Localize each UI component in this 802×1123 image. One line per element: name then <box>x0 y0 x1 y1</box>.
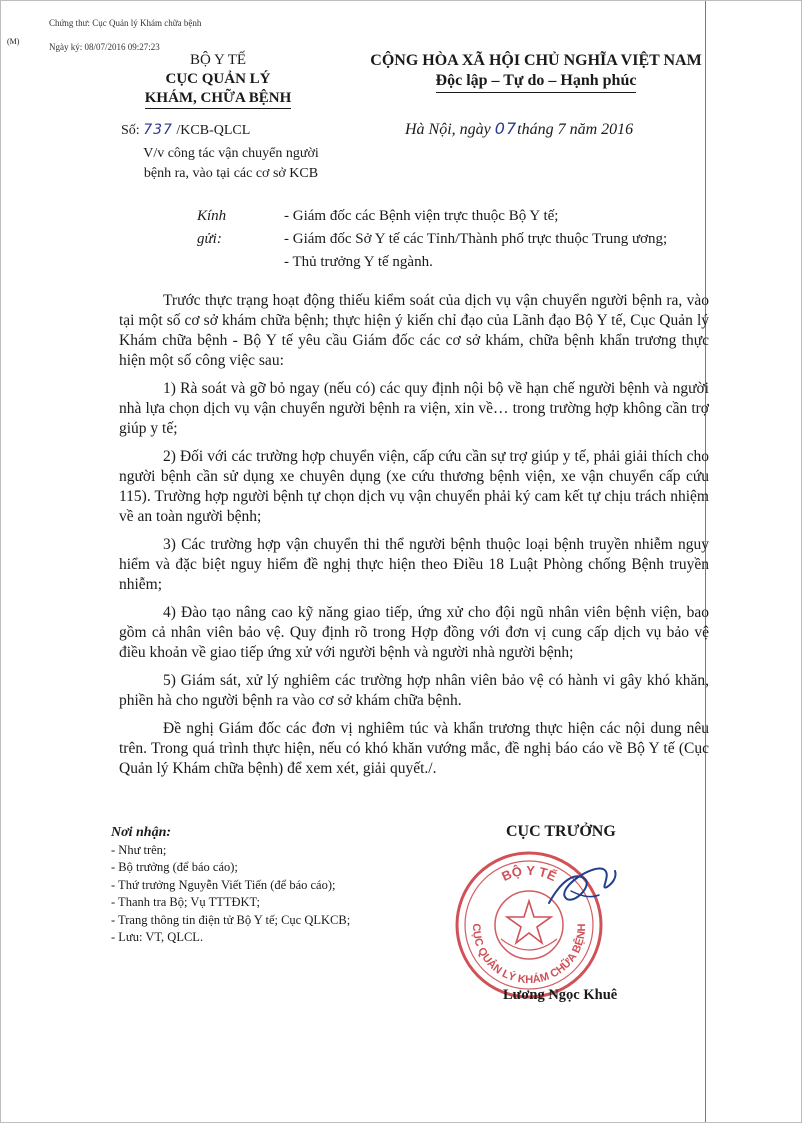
number-suffix: /KCB-QLCL <box>176 123 251 138</box>
digital-signature-date: Ngày ký: 08/07/2016 09:27:23 <box>49 42 160 52</box>
addressee-item: - Giám đốc Sở Y tế các Tỉnh/Thành phố trực thuộc Trung ương; <box>284 231 668 247</box>
addressees-label: Kính gửi: <box>197 208 227 247</box>
body-item-4: 4) Đào tạo nâng cao kỹ năng giao tiếp, ứng xử cho đội ngũ nhân viên bệnh viện, bao gồm cả nhân viên bảo vệ. Quy định rõ trong Hợp đồng với đơn vị cung cấp dịch vụ bảo vệ điều khoản về giao tiếp ứng xử với người bệnh và người nhà người bệnh; <box>119 604 709 661</box>
addressees-list <box>284 205 754 274</box>
distribution-item: - Bộ trưởng (để báo cáo); <box>111 860 238 874</box>
body-item-2: 2) Đối với các trường hợp chuyển viện, cấp cứu cần sự trợ giúp y tế, phải giải thích cho người bệnh cần sử dụng xe chuyên dụng (xe cứu thương bệnh viện, xe vận chuyển cấp cứu 115). Trường hợp người bệnh tự chọn dịch vụ vận chuyển phải ký cam kết tự chịu trách nhiệm về an toàn người bệnh; <box>119 448 709 525</box>
svg-text:CỤC QUẢN LÝ KHÁM CHỮA BỆNH: CỤC QUẢN LÝ KHÁM CHỮA BỆNH <box>469 923 589 987</box>
body-item-5: 5) Giám sát, xử lý nghiêm các trường hợp nhân viên bảo vệ có hành vi gây khó khăn, phiền hà cho người bệnh ra vào cơ sở khám chữa bệnh. <box>119 672 709 709</box>
addressee-item: - Giám đốc các Bệnh viện trực thuộc Bộ Y tế; <box>284 208 559 224</box>
distribution-item: - Như trên; <box>111 842 167 857</box>
distribution-item: - Trang thông tin điện tử Bộ Y tế; Cục QLKCB; <box>111 912 351 927</box>
document-date <box>405 119 633 139</box>
department-line-1: CỤC QUẢN LÝ <box>165 71 271 87</box>
national-header <box>341 51 731 93</box>
corner-mark: (M) <box>7 37 20 46</box>
distribution-item: - Thanh tra Bộ; Vụ TTTĐKT; <box>111 895 260 909</box>
signer-title: CỤC TRƯỞNG <box>506 823 616 840</box>
signer-name: Lương Ngọc Khuê <box>503 987 618 1003</box>
country-name: CỘNG HÒA XÃ HỘI CHỦ NGHĨA VIỆT NAM <box>370 52 702 69</box>
document-number <box>121 122 250 139</box>
national-motto: Độc lập – Tự do – Hạnh phúc <box>436 71 637 93</box>
body-item-3: 3) Các trường hợp vận chuyển thi thể người bệnh thuộc loại bệnh truyền nhiễm nguy hiểm và đặc biệt nguy hiểm đề nghị thực hiện theo Điều 18 Luật Phòng chống Bệnh truyền nhiễm; <box>119 536 709 593</box>
distribution-item: - Lưu: VT, QLCL. <box>111 930 204 944</box>
date-day-handwritten: 07 <box>494 119 518 138</box>
date-prefix: Hà Nội, ngày <box>405 121 491 138</box>
distribution-item: - Thứ trưởng Nguyễn Viết Tiến (để báo cáo); <box>111 877 336 892</box>
number-handwritten: 737 <box>143 122 173 138</box>
digital-signature-cert: Chứng thư: Cục Quản lý Khám chữa bệnh <box>49 18 202 28</box>
ministry-name: BỘ Y TẾ <box>189 52 247 68</box>
subject-line-2: bệnh ra, vào tại các cơ sở KCB <box>143 166 319 181</box>
date-suffix: tháng 7 năm 2016 <box>517 121 634 138</box>
addressee-item: - Thủ trưởng Y tế ngành. <box>284 254 433 270</box>
department-line-2: KHÁM, CHỮA BỆNH <box>145 89 292 109</box>
body-item-1: 1) Rà soát và gỡ bỏ ngay (nếu có) các quy định nội bộ về hạn chế người bệnh và người nhà lựa chọn dịch vụ vận chuyển người bệnh ra viện, xin về… trong trường hợp không cần trợ giúp y tế; <box>119 380 709 437</box>
document-subject <box>111 144 351 184</box>
subject-line-1: V/v công tác vận chuyển người <box>143 146 319 161</box>
handwritten-signature <box>541 851 621 931</box>
number-prefix: Số: <box>121 123 140 138</box>
distribution-title: Nơi nhận: <box>111 825 172 840</box>
issuer-header <box>93 51 343 109</box>
svg-text:BỘ Y TẾ: BỘ Y TẾ <box>499 862 559 885</box>
distribution-list <box>111 824 431 947</box>
body-intro: Trước thực trạng hoạt động thiếu kiểm soát của dịch vụ vận chuyển người bệnh ra, vào tại một số cơ sở khám chữa bệnh; thực hiện ý kiến chỉ đạo của Lãnh đạo Bộ Y tế, Cục Quản lý Khám chữa bệnh - Bộ Y tế yêu cầu Giám đốc các cơ sở khám, chữa bệnh khẩn trương thực hiện một số công việc sau: <box>119 292 709 369</box>
document-body <box>119 291 709 787</box>
body-closing: Đề nghị Giám đốc các đơn vị nghiêm túc và khẩn trương thực hiện các nội dung nêu trên. Trong quá trình thực hiện, nếu có khó khăn vướng mắc, đề nghị báo cáo về Bộ Y tế (Cục Quản lý Khám chữa bệnh) để xem xét, giải quyết./. <box>119 720 709 777</box>
